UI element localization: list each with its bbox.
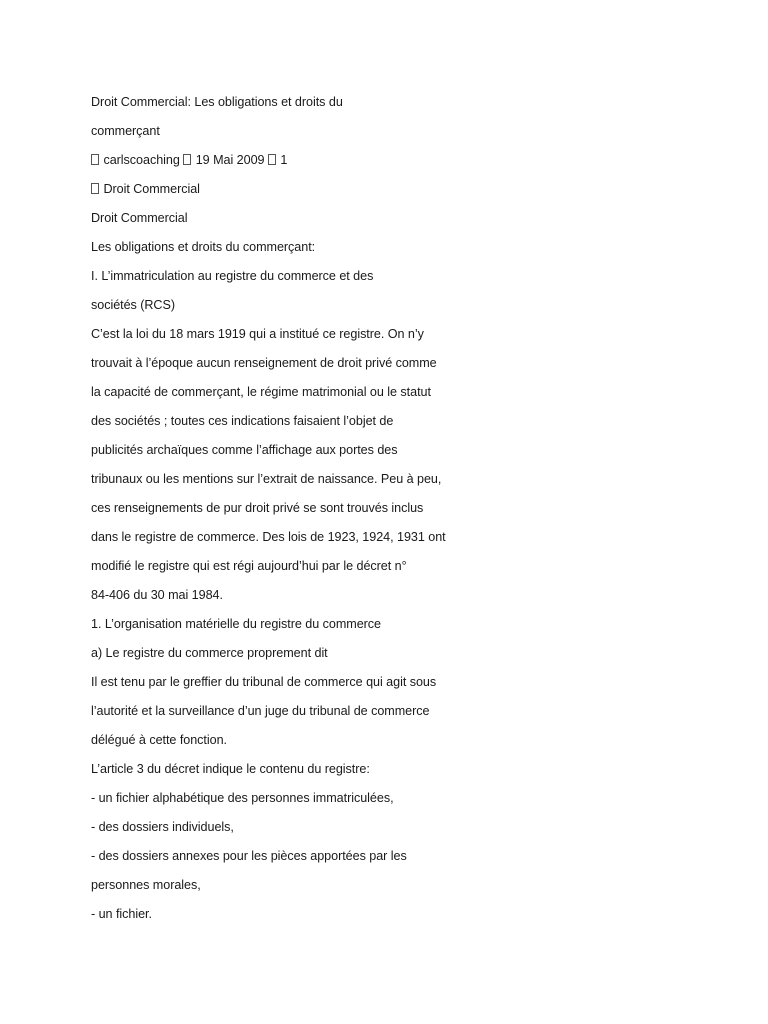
paragraph-line: délégué à cette fonction. — [91, 733, 227, 747]
heading-organisation: 1. L’organisation matérielle du registre du commerce — [91, 617, 382, 631]
comment-icon — [268, 154, 276, 165]
paragraph-line: modifié le registre qui est régi aujourd’hui par le décret n° — [91, 559, 407, 573]
list-item-continued: personnes morales, — [91, 878, 201, 892]
calendar-icon — [183, 154, 191, 165]
paragraph-line: des sociétés ; toutes ces indications faisaient l’objet de — [91, 414, 394, 428]
folder-icon — [91, 183, 99, 194]
document-title: Droit Commercial: Les obligations et droits du — [91, 95, 343, 109]
paragraph-line: ces renseignements de pur droit privé se sont trouvés inclus — [91, 501, 424, 515]
document-title-continued: commerçant — [91, 124, 160, 138]
heading-rcs: I. L’immatriculation au registre du commerce et des — [91, 269, 374, 283]
category-line — [91, 175, 471, 204]
paragraph-line: la capacité de commerçant, le régime matrimonial ou le statut — [91, 385, 431, 399]
category-name: Droit Commercial — [103, 182, 200, 196]
section-heading: Droit Commercial — [91, 211, 188, 225]
paragraph-line: Il est tenu par le greffier du tribunal de commerce qui agit sous — [91, 675, 437, 689]
paragraph-line: l’autorité et la surveillance d’un juge du tribunal de commerce — [91, 704, 430, 718]
document-body — [91, 88, 471, 929]
paragraph-line: L’article 3 du décret indique le contenu du registre: — [91, 762, 370, 776]
heading-rcs-continued: sociétés (RCS) — [91, 298, 175, 312]
author-name: carlscoaching — [103, 153, 180, 167]
paragraph-line: publicités archaïques comme l’affichage aux portes des — [91, 443, 398, 457]
subtitle: Les obligations et droits du commerçant: — [91, 240, 316, 254]
author-icon — [91, 154, 99, 165]
paragraph-line: C’est la loi du 18 mars 1919 qui a institué ce registre. On n’y — [91, 327, 424, 341]
meta-line — [91, 146, 471, 175]
list-item: - un fichier alphabétique des personnes immatriculées, — [91, 791, 394, 805]
heading-registre: a) Le registre du commerce proprement dit — [91, 646, 328, 660]
paragraph-line: 84-406 du 30 mai 1984. — [91, 588, 223, 602]
comment-count: 1 — [280, 153, 288, 167]
paragraph-line: trouvait à l’époque aucun renseignement de droit privé comme — [91, 356, 437, 370]
paragraph-line: tribunaux ou les mentions sur l’extrait de naissance. Peu à peu, — [91, 472, 442, 486]
publish-date: 19 Mai 2009 — [195, 153, 265, 167]
list-item: - des dossiers annexes pour les pièces apportées par les — [91, 849, 407, 863]
paragraph-line: dans le registre de commerce. Des lois de 1923, 1924, 1931 ont — [91, 530, 446, 544]
list-item: - un fichier. — [91, 907, 152, 921]
list-item: - des dossiers individuels, — [91, 820, 234, 834]
